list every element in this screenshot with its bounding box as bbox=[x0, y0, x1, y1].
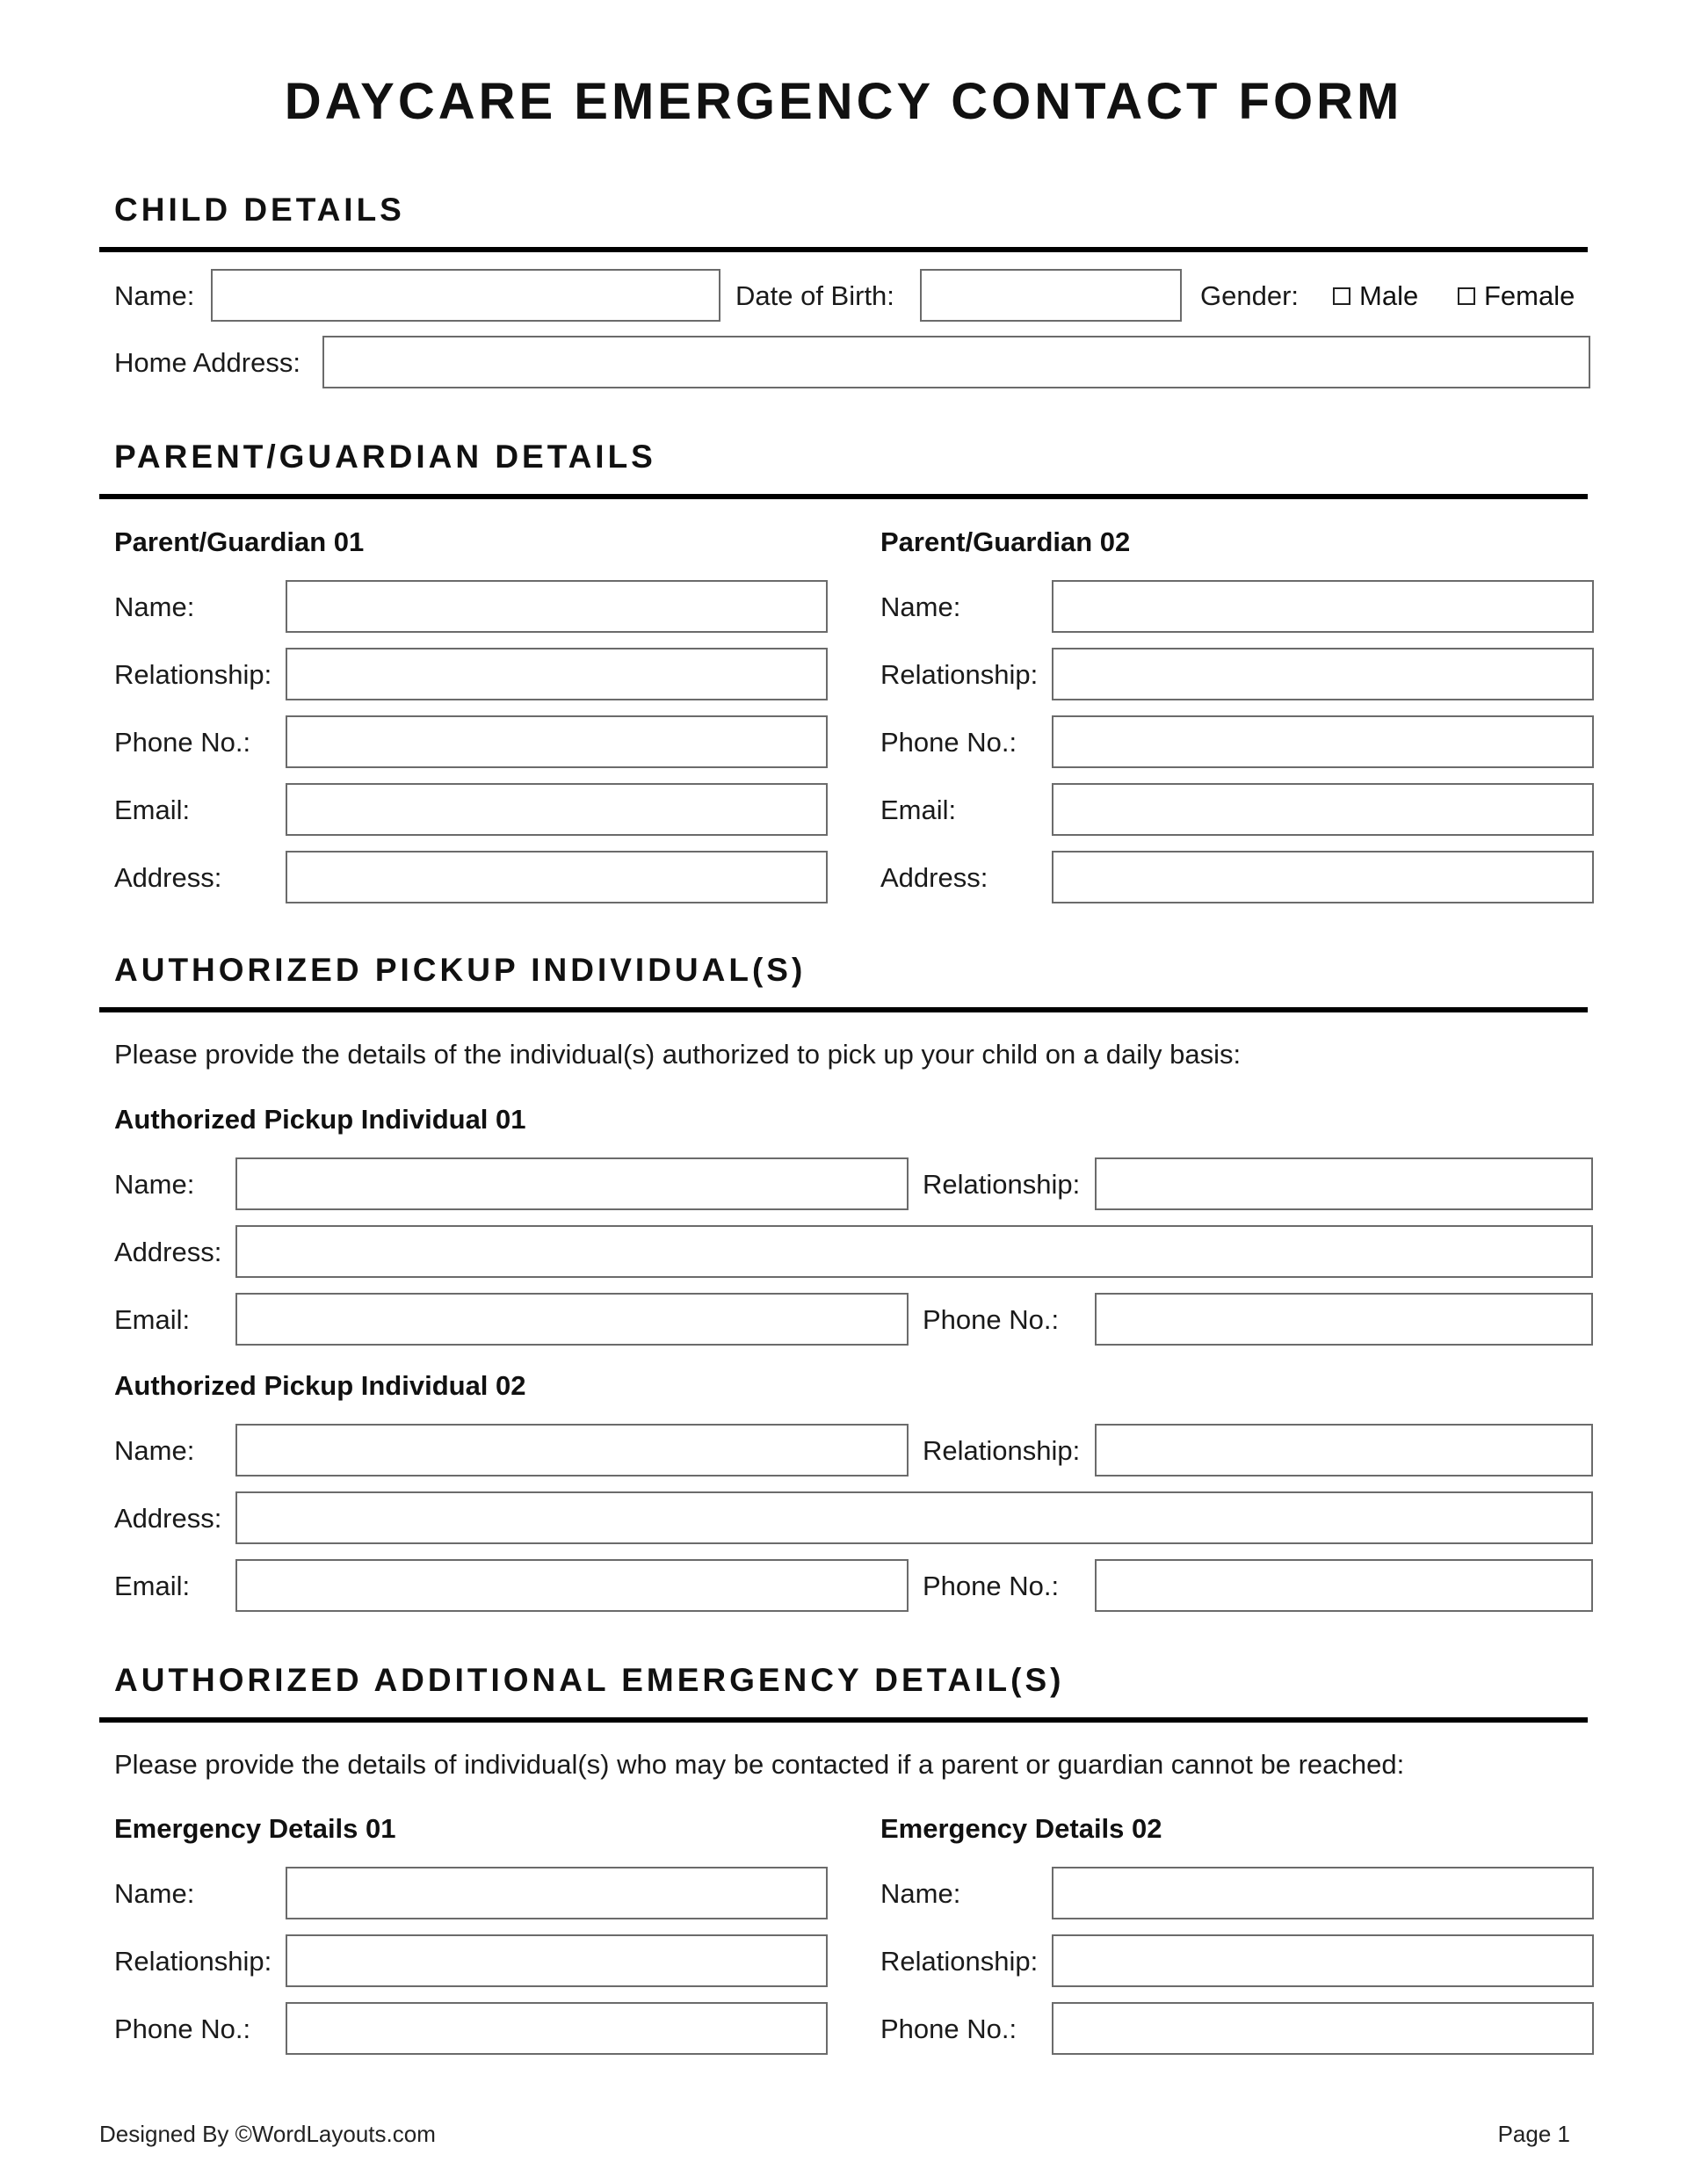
pickup-02-title: Authorized Pickup Individual 02 bbox=[114, 1370, 526, 1401]
gender-male-label: Male bbox=[1359, 280, 1419, 311]
pickup-01-phone-input[interactable] bbox=[1095, 1293, 1593, 1346]
gender-female-checkbox[interactable] bbox=[1458, 279, 1575, 314]
parent-02-phone-label: Phone No.: bbox=[880, 727, 1017, 758]
parent-01-title: Parent/Guardian 01 bbox=[114, 526, 365, 557]
pickup-01-address-label: Address: bbox=[114, 1237, 222, 1267]
pickup-intro-text: Please provide the details of the individual(s) authorized to pick up your child on a daily basis: bbox=[114, 1039, 1242, 1070]
parent-02-title: Parent/Guardian 02 bbox=[880, 526, 1131, 557]
parent-02-address-label: Address: bbox=[880, 862, 988, 893]
pickup-02-email-input[interactable] bbox=[235, 1559, 909, 1612]
pickup-02-relationship-input[interactable] bbox=[1095, 1424, 1593, 1477]
parent-01-phone-input[interactable] bbox=[286, 715, 828, 768]
pickup-01-email-label: Email: bbox=[114, 1304, 191, 1335]
section-heading-authorized-pickup: AUTHORIZED PICKUP INDIVIDUAL(S) bbox=[114, 952, 807, 988]
pickup-02-name-input[interactable] bbox=[235, 1424, 909, 1477]
parent-01-address-input[interactable] bbox=[286, 851, 828, 903]
checkbox-icon bbox=[1458, 287, 1475, 305]
section-heading-child-details: CHILD DETAILS bbox=[114, 192, 405, 228]
pickup-02-phone-input[interactable] bbox=[1095, 1559, 1593, 1612]
emergency-02-name-label: Name: bbox=[880, 1878, 961, 1909]
child-dob-label: Date of Birth: bbox=[735, 280, 894, 311]
parent-01-name-label: Name: bbox=[114, 591, 195, 622]
emergency-01-title: Emergency Details 01 bbox=[114, 1813, 396, 1844]
pickup-01-name-input[interactable] bbox=[235, 1157, 909, 1210]
emergency-02-relationship-input[interactable] bbox=[1052, 1934, 1594, 1987]
parent-01-name-input[interactable] bbox=[286, 580, 828, 633]
child-gender-label: Gender: bbox=[1200, 280, 1300, 311]
section-divider bbox=[99, 494, 1588, 499]
pickup-02-phone-label: Phone No.: bbox=[923, 1571, 1060, 1601]
pickup-02-name-label: Name: bbox=[114, 1435, 195, 1466]
pickup-01-relationship-input[interactable] bbox=[1095, 1157, 1593, 1210]
pickup-01-relationship-label: Relationship: bbox=[923, 1169, 1081, 1200]
emergency-02-phone-input[interactable] bbox=[1052, 2002, 1594, 2055]
parent-02-address-input[interactable] bbox=[1052, 851, 1594, 903]
pickup-01-email-input[interactable] bbox=[235, 1293, 909, 1346]
parent-02-name-label: Name: bbox=[880, 591, 961, 622]
pickup-02-relationship-label: Relationship: bbox=[923, 1435, 1081, 1466]
emergency-02-name-input[interactable] bbox=[1052, 1867, 1594, 1919]
pickup-02-email-label: Email: bbox=[114, 1571, 191, 1601]
parent-02-email-label: Email: bbox=[880, 795, 957, 825]
emergency-01-relationship-input[interactable] bbox=[286, 1934, 828, 1987]
footer-credit: Designed By ©WordLayouts.com bbox=[99, 2121, 436, 2147]
section-divider bbox=[99, 1007, 1588, 1012]
parent-01-address-label: Address: bbox=[114, 862, 222, 893]
emergency-02-phone-label: Phone No.: bbox=[880, 2013, 1017, 2044]
section-divider bbox=[99, 1717, 1588, 1723]
emergency-02-relationship-label: Relationship: bbox=[880, 1946, 1039, 1977]
emergency-intro-text: Please provide the details of individual(s) who may be contacted if a parent or guardian cannot be reached: bbox=[114, 1749, 1405, 1780]
pickup-01-name-label: Name: bbox=[114, 1169, 195, 1200]
emergency-01-phone-input[interactable] bbox=[286, 2002, 828, 2055]
child-name-input[interactable] bbox=[211, 269, 720, 322]
pickup-01-phone-label: Phone No.: bbox=[923, 1304, 1060, 1335]
emergency-01-name-label: Name: bbox=[114, 1878, 195, 1909]
gender-female-label: Female bbox=[1484, 280, 1575, 311]
form-title: DAYCARE EMERGENCY CONTACT FORM bbox=[284, 73, 1403, 130]
child-home-address-input[interactable] bbox=[322, 336, 1590, 388]
parent-02-relationship-label: Relationship: bbox=[880, 659, 1039, 690]
pickup-02-address-label: Address: bbox=[114, 1503, 222, 1534]
parent-01-phone-label: Phone No.: bbox=[114, 727, 251, 758]
parent-02-phone-input[interactable] bbox=[1052, 715, 1594, 768]
pickup-01-address-input[interactable] bbox=[235, 1225, 1593, 1278]
section-heading-parent-guardian: PARENT/GUARDIAN DETAILS bbox=[114, 439, 656, 475]
parent-01-relationship-input[interactable] bbox=[286, 648, 828, 700]
parent-01-email-label: Email: bbox=[114, 795, 191, 825]
parent-02-relationship-input[interactable] bbox=[1052, 648, 1594, 700]
emergency-01-name-input[interactable] bbox=[286, 1867, 828, 1919]
emergency-01-relationship-label: Relationship: bbox=[114, 1946, 272, 1977]
child-name-label: Name: bbox=[114, 280, 195, 311]
child-home-address-label: Home Address: bbox=[114, 347, 300, 378]
parent-02-email-input[interactable] bbox=[1052, 783, 1594, 836]
parent-01-relationship-label: Relationship: bbox=[114, 659, 272, 690]
child-dob-input[interactable] bbox=[920, 269, 1182, 322]
checkbox-icon bbox=[1333, 287, 1350, 305]
emergency-01-phone-label: Phone No.: bbox=[114, 2013, 251, 2044]
parent-02-name-input[interactable] bbox=[1052, 580, 1594, 633]
pickup-02-address-input[interactable] bbox=[235, 1491, 1593, 1544]
parent-01-email-input[interactable] bbox=[286, 783, 828, 836]
footer-page-number: Page 1 bbox=[1497, 2121, 1570, 2147]
section-heading-emergency-details: AUTHORIZED ADDITIONAL EMERGENCY DETAIL(S) bbox=[114, 1662, 1065, 1698]
gender-male-checkbox[interactable] bbox=[1333, 279, 1418, 314]
emergency-02-title: Emergency Details 02 bbox=[880, 1813, 1162, 1844]
pickup-01-title: Authorized Pickup Individual 01 bbox=[114, 1104, 526, 1135]
section-divider bbox=[99, 247, 1588, 252]
